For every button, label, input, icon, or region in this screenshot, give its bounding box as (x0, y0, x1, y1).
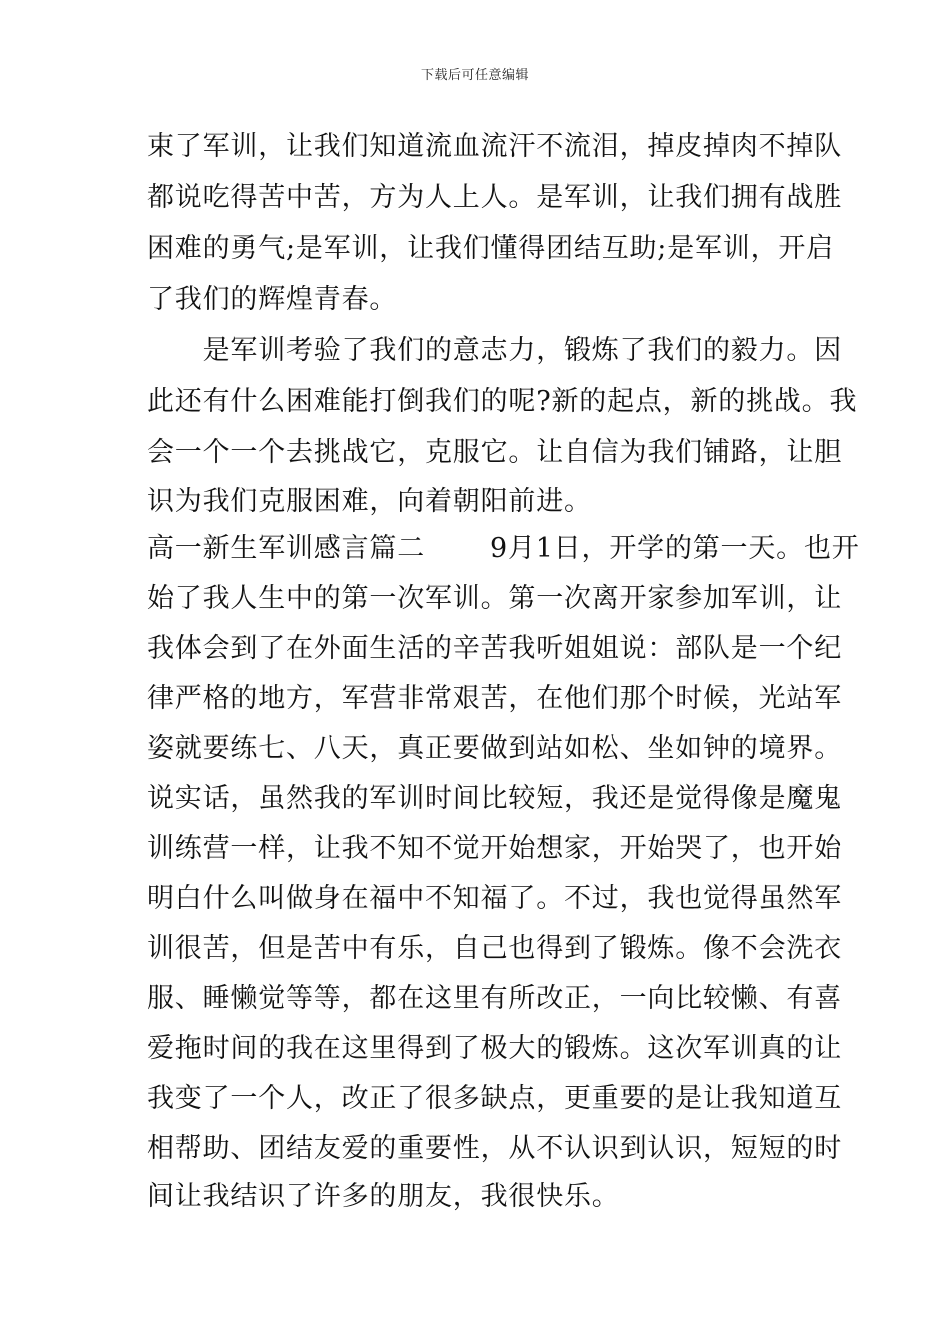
text-line: 会一个一个去挑战它，克服它。让自信为我们铺路，让胆 (147, 437, 842, 468)
text-line: 困难的勇气;是军训，让我们懂得团结互助;是军训，开启 (147, 233, 834, 264)
section-title-line: 高一新生军训感言篇二 9月1日，开学的第一天。也开 (147, 533, 860, 564)
text-line: 识为我们克服困难，向着朝阳前进。 (147, 486, 592, 517)
text-line: 我变了一个人，改正了很多缺点，更重要的是让我知道互 (147, 1083, 842, 1114)
text-line: 训很苦，但是苦中有乐，自己也得到了锻炼。像不会洗衣 (147, 933, 842, 964)
text-line: 服、睡懒觉等等，都在这里有所改正，一向比较懒、有喜 (147, 983, 842, 1014)
text-line: 律严格的地方，军营非常艰苦，在他们那个时候，光站军 (147, 683, 842, 714)
text-line: 了我们的辉煌青春。 (147, 284, 398, 315)
text-line: 都说吃得苦中苦，方为人上人。是军训，让我们拥有战胜 (147, 182, 842, 213)
text-line: 间让我结识了许多的朋友，我很快乐。 (147, 1181, 620, 1212)
text-line: 是军训考验了我们的意志力，锻炼了我们的毅力。因 (147, 335, 842, 366)
text-line: 姿就要练七、八天，真正要做到站如松、坐如钟的境界。 (147, 733, 842, 764)
text-line: 此还有什么困难能打倒我们的呢?新的起点，新的挑战。我 (147, 386, 858, 417)
text-line: 爱拖时间的我在这里得到了极大的锻炼。这次军训真的让 (147, 1033, 842, 1064)
text-line: 我体会到了在外面生活的辛苦我听姐姐说：部队是一个纪 (147, 633, 842, 664)
page-header: 下载后可任意编辑 (420, 68, 529, 83)
text-line: 相帮助、团结友爱的重要性，从不认识到认识，短短的时 (147, 1133, 842, 1164)
text-line: 束了军训，让我们知道流血流汗不流泪，掉皮掉肉不掉队 (147, 131, 842, 162)
text-line: 说实话，虽然我的军训时间比较短，我还是觉得像是魔鬼 (147, 783, 842, 814)
text-line: 始了我人生中的第一次军训。第一次离开家参加军训，让 (147, 583, 842, 614)
text-line: 明白什么叫做身在福中不知福了。不过，我也觉得虽然军 (147, 883, 842, 914)
text-line: 训练营一样，让我不知不觉开始想家，开始哭了，也开始 (147, 833, 842, 864)
